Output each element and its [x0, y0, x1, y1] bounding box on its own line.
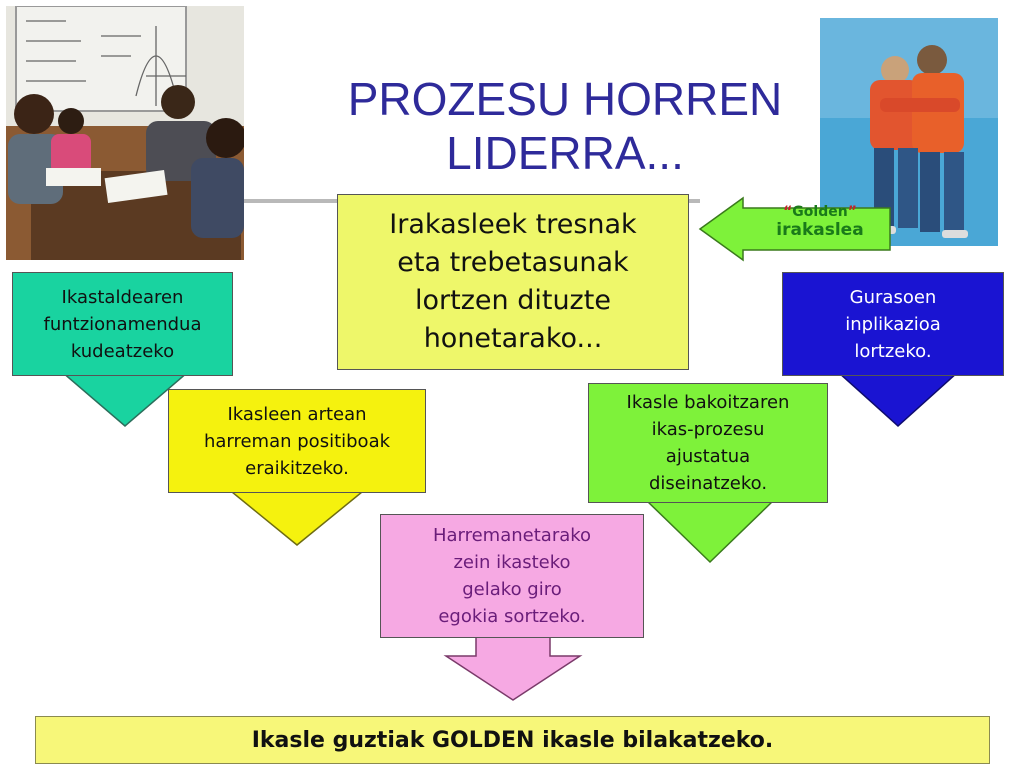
box-line: ajustatua — [665, 446, 751, 467]
slide-title — [330, 72, 800, 180]
box-line: Harremanetarako — [432, 525, 592, 546]
golden-word: Golden — [792, 204, 848, 220]
box-ikasprozesua — [588, 383, 828, 503]
center-box-line: Irakasleek tresnak — [389, 209, 637, 240]
box-line: eraikitzeko. — [245, 457, 349, 479]
box-line: Ikasleen artean — [227, 403, 367, 425]
box-line: Gurasoen — [849, 286, 937, 308]
bottom-banner — [35, 716, 990, 764]
pink-down-arrow — [438, 632, 588, 704]
box-line: zein ikasteko — [453, 552, 571, 573]
box-line: Ikasle bakoitzaren — [626, 392, 790, 413]
quote-close: ” — [847, 204, 857, 220]
box-line: Ikastaldearen — [61, 286, 184, 308]
golden-role: irakaslea — [776, 220, 864, 240]
center-box-line: honetarako... — [423, 323, 603, 354]
box-line: funtzionamendua — [43, 313, 202, 335]
quote-open: “ — [783, 204, 793, 220]
green-down-arrow — [640, 498, 780, 568]
box-line: lortzeko. — [854, 340, 932, 362]
golden-label — [745, 204, 895, 240]
box-ikastaldea — [12, 272, 233, 376]
box-giroa — [380, 514, 644, 638]
center-box — [337, 194, 689, 370]
box-line: harreman positiboak — [203, 430, 391, 452]
box-line: egokia sortzeko. — [438, 606, 586, 627]
title-line-1: PROZESU HORREN — [347, 73, 783, 125]
bottom-banner-text: Ikasle guztiak GOLDEN ikasle bilakatzeko. — [251, 727, 774, 753]
center-box-line: lortzen dituzte — [415, 285, 611, 316]
title-line-2: LIDERRA... — [446, 127, 684, 179]
blue-down-arrow — [833, 370, 963, 430]
box-line: gelako giro — [462, 579, 562, 600]
box-line: diseinatzeko. — [648, 473, 768, 494]
box-gurasoak — [782, 272, 1004, 376]
box-line: inplikazioa — [845, 313, 941, 335]
box-line: kudeatzeko — [70, 340, 175, 362]
box-line: ikas-prozesu — [651, 419, 765, 440]
yellow-down-arrow — [222, 490, 372, 550]
box-harremanak — [168, 389, 426, 493]
classroom-photo — [6, 6, 244, 260]
title-underline — [244, 199, 339, 203]
center-box-line: eta trebetasunak — [397, 247, 629, 278]
